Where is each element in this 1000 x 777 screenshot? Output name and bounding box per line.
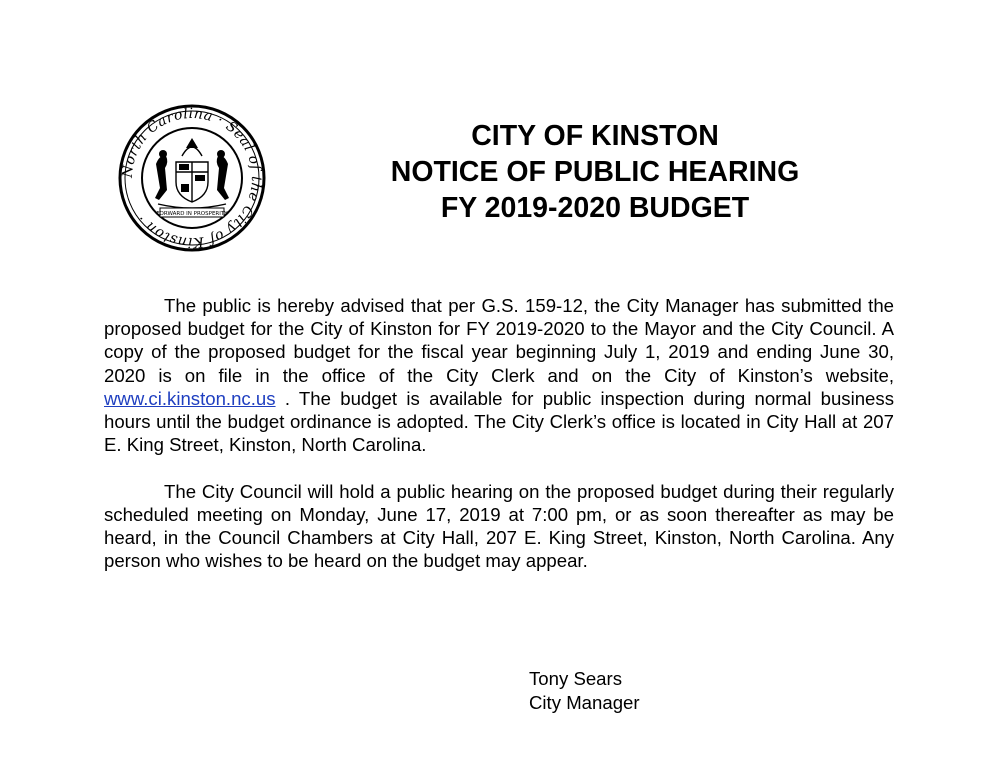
- paragraph-budget-submission: [104, 294, 894, 456]
- svg-text:North Carolina · Seal of the C: North Carolina · Seal of the City of Kinston ·: [119, 105, 265, 251]
- city-seal-icon: [118, 104, 266, 252]
- notice-title: [335, 118, 855, 226]
- paragraph1-text-before-link: The public is hereby advised that per G.S. 159-12, the City Manager has submitted the proposed budget for the City of Kinston for FY 2019-2020 to the Mayor and the City Council. A copy of the proposed budget for the fiscal year beginning July 1, 2019 and ending June 30, 2020 is on file in the office of the City Clerk and on the City of Kinston’s website,: [104, 295, 894, 386]
- paragraph-public-hearing: The City Council will hold a public hearing on the proposed budget during their regularly scheduled meeting on Monday, June 17, 2019 at 7:00 pm, or as soon thereafter as may be heard, in the Council Chambers at City Hall, 207 E. King Street, Kinston, North Carolina. Any person who wishes to be heard on the budget may appear.: [104, 480, 894, 572]
- paragraph1-text-after-link: . The budget is available for public inspection during normal business hours until the budget ordinance is adopted. The City Clerk’s office is located in City Hall at 207 E. King Street, Kinston, North Carolina.: [104, 387, 894, 456]
- title-city: CITY OF KINSTON: [471, 120, 719, 152]
- website-link[interactable]: www.ci.kinston.nc.us: [104, 387, 276, 409]
- title-budget: FY 2019-2020 BUDGET: [440, 192, 750, 224]
- signature-block: [529, 667, 640, 714]
- svg-text:FORWARD IN PROSPERITY: FORWARD IN PROSPERITY: [156, 211, 228, 217]
- signature-title: City Manager: [529, 691, 640, 713]
- title-notice: NOTICE OF PUBLIC HEARING: [390, 156, 800, 188]
- notice-body: [104, 294, 894, 572]
- signature-name: Tony Sears: [529, 668, 623, 689]
